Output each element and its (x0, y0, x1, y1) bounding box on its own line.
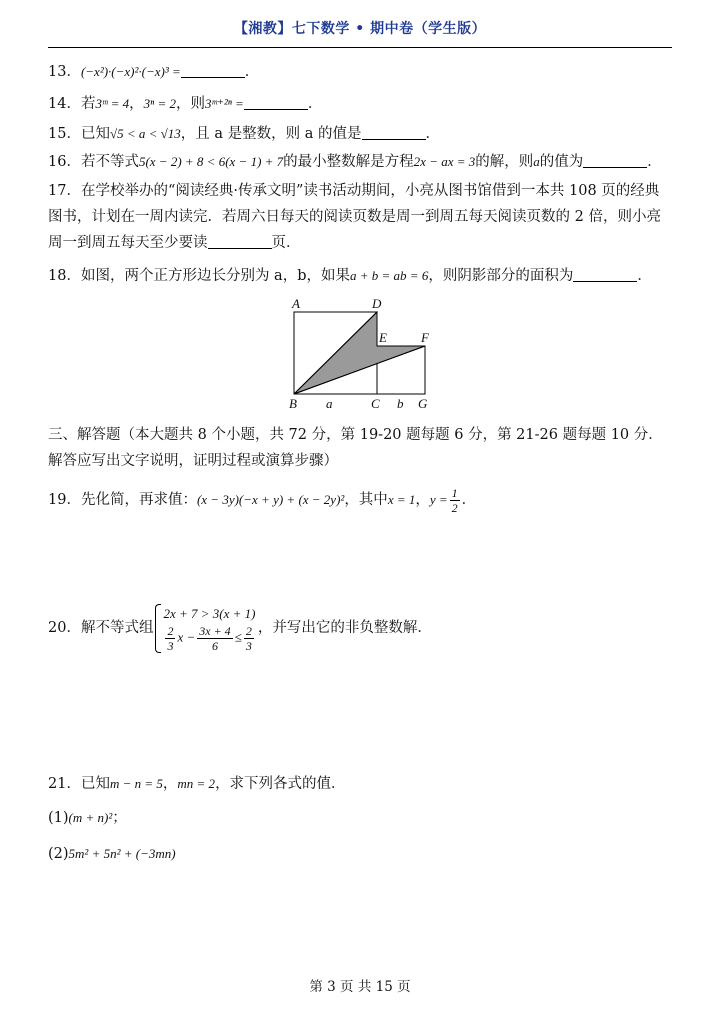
question-17 (48, 178, 672, 256)
question-number: 13． (48, 64, 81, 80)
answer-blank[interactable] (244, 95, 308, 110)
question-number: 21． (48, 776, 81, 792)
inequality-row-2 (163, 624, 255, 653)
question-text: 已知 (80, 126, 110, 142)
page-header: 【湘教】七下数学 • 期中卷（学生版） (233, 21, 487, 37)
math-operator: ≤ (234, 628, 242, 644)
question-15 (48, 124, 672, 144)
inequality-row-1: 2x + 7 > 3(x + 1) (163, 605, 256, 621)
part-label: (1) (48, 810, 69, 826)
question-text: 若 (80, 96, 96, 112)
punctuation: ． (461, 492, 477, 508)
question-21-part-1 (48, 808, 672, 828)
punctuation: ． (244, 64, 260, 80)
question-text: 在学校举办的“阅读经典·传承文明”读书活动期间，小亮从图书馆借到一本共 108 页的经典图书，计划在一周内读完．若周六日每天的阅读页数是周一到周五每天阅读页数的 2 倍，则小亮周一到周五每天至少要读 (48, 183, 661, 251)
fraction-numerator: 2 (167, 623, 174, 638)
part-label: (2) (48, 846, 69, 862)
fraction (244, 624, 254, 653)
math-expression: a + b = ab = 6 (350, 268, 429, 283)
math-expression: (−x²)·(−x)²·(−x)³ = (80, 64, 181, 79)
fraction-denominator: 2 (451, 500, 458, 515)
question-21-part-2 (48, 844, 672, 864)
label-b-length: b (397, 396, 404, 411)
math-expression: 2x − ax = 3 (413, 154, 476, 169)
question-16 (48, 152, 672, 172)
question-text: 解不等式组 (80, 620, 154, 636)
question-19 (48, 485, 672, 515)
label-g-vertex: G (418, 396, 428, 411)
label-f-vertex: F (421, 330, 429, 345)
question-text: ，则阴影部分的面积为 (428, 268, 574, 284)
header-rule (48, 47, 672, 48)
math-expression: 3ᵐ = 4 (95, 96, 130, 111)
fraction-denominator: 3 (167, 638, 174, 653)
question-21 (48, 774, 672, 794)
math-expression: x − (177, 628, 196, 644)
question-text: ，其中 (344, 492, 388, 508)
fraction-denominator: 6 (211, 638, 218, 653)
question-text: ，求下列各式的值． (215, 776, 346, 792)
punctuation: ； (112, 810, 127, 826)
question-text: ，则 (176, 96, 206, 112)
brace (155, 604, 161, 653)
math-expression: x = 1 (387, 492, 416, 507)
answer-blank[interactable] (573, 267, 637, 282)
punctuation: 页． (271, 235, 301, 251)
question-18 (48, 266, 672, 286)
question-text: 的值为 (539, 154, 584, 170)
math-expression: m − n = 5 (109, 776, 163, 791)
label-d-vertex: D (372, 296, 382, 311)
fraction (165, 624, 175, 653)
question-text: 的最小整数解是方程 (283, 154, 414, 170)
math-expression: √5 < a < √13 (109, 126, 181, 141)
fraction-denominator: 3 (245, 638, 252, 653)
answer-blank[interactable] (208, 234, 272, 249)
section-3-heading (48, 422, 672, 474)
math-expression: 3ᵐ⁺²ⁿ = (205, 96, 244, 111)
punctuation: ． (307, 96, 323, 112)
label-a-vertex: A (292, 296, 300, 311)
punctuation: ， (129, 96, 144, 112)
fraction (197, 624, 232, 653)
question-text: ，且 a 是整数，则 a 的值是 (180, 126, 362, 142)
question-text: 的解，则 (475, 154, 534, 170)
math-expression: y = (429, 492, 448, 507)
question-text: 已知 (80, 776, 110, 792)
section-text: 三、解答题（本大题共 8 个小题，共 72 分，第 19-20 题每题 6 分，第 21-26 题每题 10 分．解答应写出文字说明，证明过程或演算步骤） (48, 427, 663, 469)
fraction-numerator: 3x + 4 (199, 623, 231, 638)
question-number: 18． (48, 268, 81, 284)
answer-blank[interactable] (181, 63, 245, 78)
page-footer: 第 3 页 共 15 页 (309, 979, 411, 995)
question-number: 16． (48, 154, 81, 170)
question-number: 19． (48, 492, 81, 508)
label-c-vertex: C (371, 396, 380, 411)
math-expression: 3ⁿ = 2 (143, 96, 177, 111)
punctuation: ． (637, 268, 652, 284)
question-text: 如图，两个正方形边长分别为 a，b，如果 (80, 268, 350, 284)
punctuation: ． (647, 154, 662, 170)
label-a-length: a (326, 396, 333, 411)
question-text: 先化简，再求值： (80, 492, 197, 508)
math-expression: (x − 3y)(−x + y) + (x − 2y)² (196, 492, 345, 507)
math-expression: 5(x − 2) + 8 < 6(x − 1) + 7 (138, 154, 284, 169)
answer-blank[interactable] (362, 125, 426, 140)
question-number: 14． (48, 96, 81, 112)
question-20 (48, 598, 672, 658)
question-number: 15． (48, 126, 81, 142)
math-expression: a (533, 154, 540, 169)
squares-figure (282, 296, 442, 414)
fraction-numerator: 2 (245, 623, 252, 638)
question-14 (48, 94, 672, 114)
math-expression: (m + n)² (68, 810, 113, 825)
punctuation: ， (415, 492, 430, 508)
math-expression: mn = 2 (177, 776, 216, 791)
fraction (450, 486, 460, 515)
fraction-numerator: 1 (451, 485, 458, 500)
punctuation: ． (425, 126, 441, 142)
question-number: 20． (48, 620, 81, 636)
answer-blank[interactable] (583, 153, 647, 168)
punctuation: ， (162, 776, 178, 792)
question-number: 17． (48, 183, 81, 199)
label-b-vertex: B (289, 396, 297, 411)
question-text: 若不等式 (80, 154, 139, 170)
math-expression: 5m² + 5n² + (−3mn) (68, 846, 176, 861)
question-text: ，并写出它的非负整数解． (257, 620, 432, 636)
inequality-system (155, 604, 255, 653)
label-e-vertex: E (379, 330, 387, 345)
question-13 (48, 62, 672, 82)
